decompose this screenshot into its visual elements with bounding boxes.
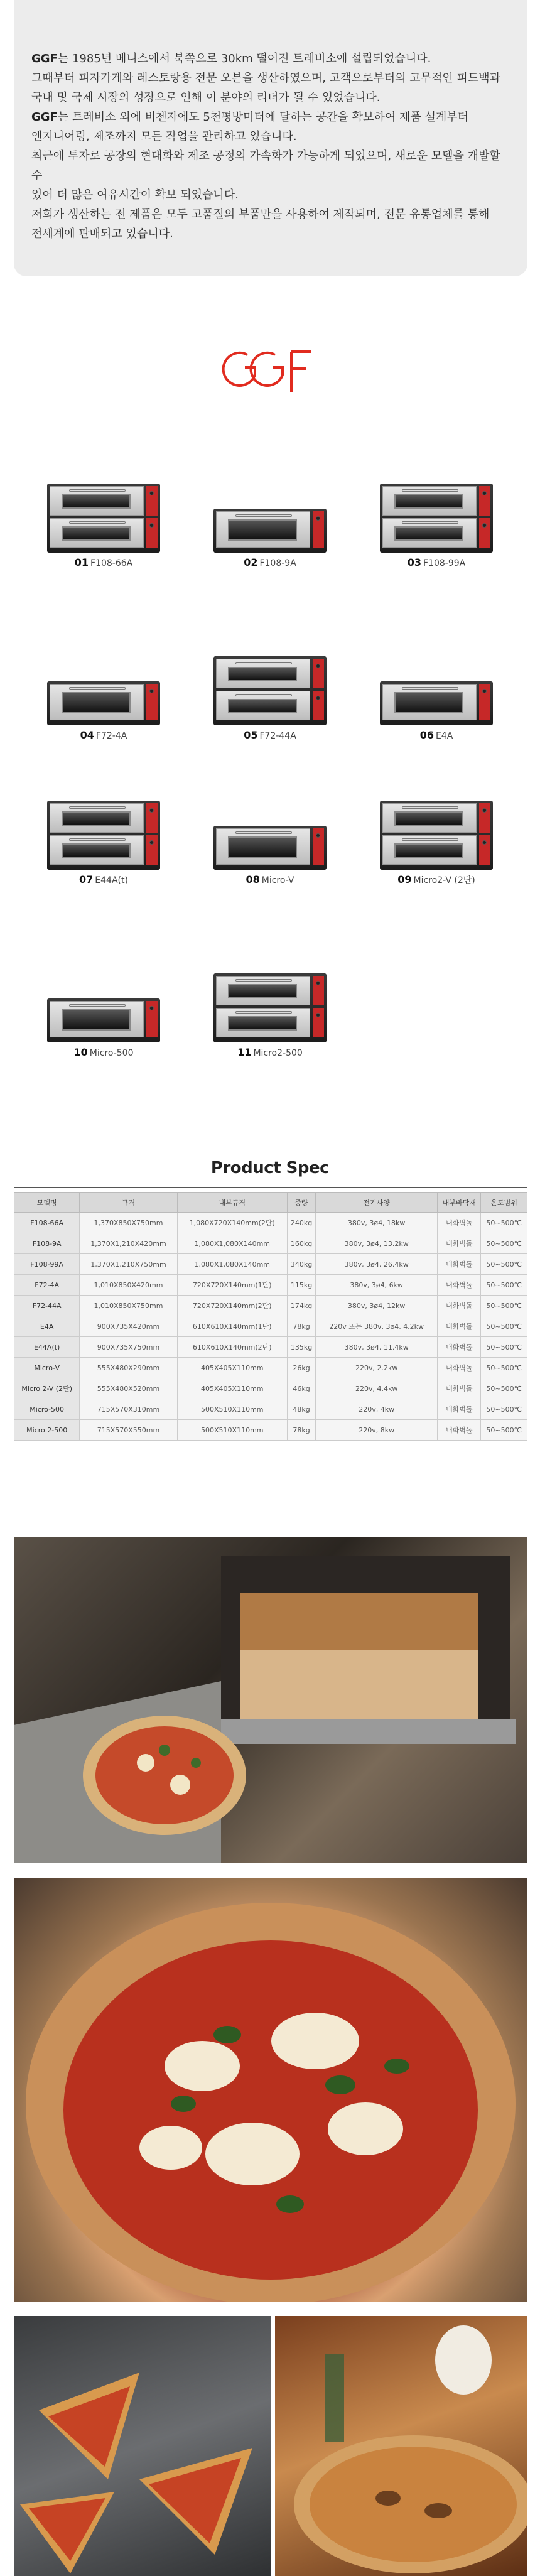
table-cell: 50~500℃ [481, 1316, 527, 1337]
table-cell: F108-99A [14, 1254, 80, 1275]
oven-image [41, 477, 166, 553]
intro-line [31, 107, 509, 127]
oven-window [394, 811, 463, 826]
product-item [25, 967, 182, 1058]
knob-icon [316, 1013, 320, 1017]
product-caption [358, 874, 515, 886]
knob-icon [149, 808, 154, 813]
product-name: F108-66A [90, 558, 133, 568]
table-cell: 1,080X1,080X140mm [177, 1233, 287, 1254]
knob-icon [482, 840, 487, 845]
control-panel [313, 691, 324, 720]
oven-body [213, 826, 327, 870]
oven-handle [402, 521, 458, 524]
oven-image [207, 650, 333, 725]
control-panel [313, 511, 324, 548]
table-cell: 50~500℃ [481, 1213, 527, 1233]
table-cell: 50~500℃ [481, 1254, 527, 1275]
oven-door [382, 835, 477, 865]
table-cell: 380v, 3ø4, 11.4kw [316, 1337, 438, 1358]
spec-header-cell: 내부규격 [177, 1193, 287, 1213]
oven-door [50, 1001, 144, 1037]
table-cell: 48kg [287, 1399, 315, 1420]
intro-line: 국내 및 국제 시장의 성장으로 인해 이 분야의 리더가 될 수 있었습니다. [31, 91, 381, 104]
intro-line: 저희가 생산하는 전 제품은 모두 고품질의 부품만을 사용하여 제작되며, 전문 유통업체를 통해 [31, 208, 490, 221]
table-cell: 내화벽돌 [438, 1399, 481, 1420]
table-row [14, 1358, 527, 1378]
table-cell: 50~500℃ [481, 1337, 527, 1358]
oven-body [213, 509, 327, 553]
oven-door [216, 1008, 310, 1037]
table-cell: 50~500℃ [481, 1399, 527, 1420]
intro-line: 최근에 투자로 공장의 현대화와 제조 공정의 가속화가 가능하게 되었으며, 새로운 모델을 개발할수 [31, 149, 500, 182]
product-caption [25, 556, 182, 568]
oven-door [50, 486, 144, 516]
table-cell: 380v, 3ø4, 18kw [316, 1213, 438, 1233]
table-cell: 720X720X140mm(2단) [177, 1296, 287, 1316]
product-number: 05 [244, 729, 258, 741]
product-name: Micro2-500 [253, 1048, 303, 1058]
product-caption [192, 556, 348, 568]
table-cell: F108-66A [14, 1213, 80, 1233]
oven-window [62, 1009, 131, 1031]
oven-handle [235, 694, 292, 696]
knob-icon [316, 696, 320, 700]
table-cell: 405X405X110mm [177, 1378, 287, 1399]
oven-window [228, 519, 297, 541]
pizza-slices-photo [14, 2316, 271, 2576]
control-panel [146, 518, 158, 548]
product-item [192, 794, 348, 885]
table-cell: 380v, 3ø4, 26.4kw [316, 1254, 438, 1275]
table-row [14, 1254, 527, 1275]
intro-line: 전세계에 판매되고 있습니다. [31, 227, 173, 241]
table-cell: Micro 2-V (2단) [14, 1378, 80, 1399]
table-pizza-photo [275, 2316, 527, 2576]
table-cell: Micro 2-500 [14, 1420, 80, 1441]
oven-window [228, 984, 297, 998]
table-cell: 50~500℃ [481, 1296, 527, 1316]
product-item [358, 650, 515, 741]
product-item [192, 477, 348, 568]
table-cell: Micro-V [14, 1358, 80, 1378]
ggf-logo [217, 336, 324, 405]
table-cell: 220v, 2.2kw [316, 1358, 438, 1378]
product-item [25, 477, 182, 568]
knob-icon [482, 491, 487, 495]
knob-icon [316, 833, 320, 838]
company-intro-box [14, 0, 527, 276]
oven-door [382, 803, 477, 833]
product-name: F72-44A [259, 731, 296, 741]
product-item [192, 650, 348, 741]
table-cell: 1,080X1,080X140mm [177, 1254, 287, 1275]
oven-image [374, 794, 499, 870]
table-row [14, 1399, 527, 1420]
intro-line-text: 는 트레비소 외에 비첸자에도 5천평방미터에 달하는 공간을 확보하여 제품 설계부터 [57, 111, 468, 124]
oven-window [228, 699, 297, 713]
product-caption [192, 729, 348, 741]
table-cell: 240kg [287, 1213, 315, 1233]
intro-line-text: 는 1985년 베니스에서 북쪽으로 30km 떨어진 트레비소에 설립되었습니다. [57, 52, 431, 65]
table-cell: 380v, 3ø4, 12kw [316, 1296, 438, 1316]
spec-header-cell: 중량 [287, 1193, 315, 1213]
table-cell: 715X570X550mm [80, 1420, 177, 1441]
oven-door [50, 684, 144, 720]
control-panel [146, 803, 158, 833]
oven-window [394, 692, 463, 713]
table-cell: 내화벽돌 [438, 1296, 481, 1316]
table-cell: 174kg [287, 1296, 315, 1316]
intro-line: 엔지니어링, 제조까지 모든 작업을 관리하고 있습니다. [31, 130, 297, 143]
oven-image [207, 477, 333, 553]
control-panel [479, 803, 490, 833]
product-name: F72-4A [95, 731, 127, 741]
oven-body [380, 801, 493, 870]
table-cell: 220v, 8kw [316, 1420, 438, 1441]
control-panel [146, 684, 158, 720]
spec-header-cell: 내부바닥재 [438, 1193, 481, 1213]
table-row [14, 1378, 527, 1399]
table-cell: 50~500℃ [481, 1275, 527, 1296]
table-cell: 내화벽돌 [438, 1254, 481, 1275]
product-caption [192, 874, 348, 885]
table-cell: 50~500℃ [481, 1358, 527, 1378]
oven-door [382, 684, 477, 720]
product-caption [25, 729, 182, 741]
table-cell: 78kg [287, 1316, 315, 1337]
table-cell: F108-9A [14, 1233, 80, 1254]
product-item [192, 967, 348, 1058]
oven-handle [402, 838, 458, 841]
spec-header-cell: 전기사양 [316, 1193, 438, 1213]
table-cell: 500X510X110mm [177, 1399, 287, 1420]
table-cell: 50~500℃ [481, 1378, 527, 1399]
product-caption [358, 729, 515, 741]
oven-door [216, 976, 310, 1005]
table-cell: 1,010X850X750mm [80, 1296, 177, 1316]
oven-window [62, 843, 131, 858]
oven-body [213, 656, 327, 725]
product-name: E4A [435, 731, 453, 741]
control-panel [313, 828, 324, 865]
oven-handle [69, 687, 126, 690]
oven-door [382, 518, 477, 548]
brand-ggf: GGF [31, 111, 58, 124]
oven-pizza-photo [14, 1537, 527, 1863]
spec-header-cell: 모델명 [14, 1193, 80, 1213]
product-item [358, 794, 515, 886]
table-cell: 900X735X750mm [80, 1337, 177, 1358]
oven-handle [69, 838, 126, 841]
table-cell: 160kg [287, 1233, 315, 1254]
oven-door [50, 835, 144, 865]
knob-icon [482, 808, 487, 813]
product-name: E44A(t) [95, 875, 128, 885]
control-panel [146, 1001, 158, 1037]
spec-table [14, 1192, 527, 1441]
table-cell: 900X735X420mm [80, 1316, 177, 1337]
oven-door [382, 486, 477, 516]
table-cell: 1,370X1,210X750mm [80, 1254, 177, 1275]
spec-divider [14, 1187, 527, 1188]
table-cell: 내화벽돌 [438, 1358, 481, 1378]
spec-title: Product Spec [210, 1159, 330, 1177]
oven-image [207, 794, 333, 870]
oven-handle [235, 1011, 292, 1014]
product-number: 03 [407, 556, 422, 568]
table-cell: 340kg [287, 1254, 315, 1275]
oven-window [394, 494, 463, 509]
oven-body [47, 484, 160, 553]
product-number: 09 [397, 874, 412, 885]
product-name: Micro-V [261, 875, 294, 885]
table-cell: F72-4A [14, 1275, 80, 1296]
oven-window [228, 1016, 297, 1031]
table-cell: 1,370X850X750mm [80, 1213, 177, 1233]
oven-image [207, 967, 333, 1042]
table-cell: E4A [14, 1316, 80, 1337]
intro-line: 그때부터 피자가게와 레스토랑용 전문 오븐을 생산하였으며, 고객으로부터의 고무적인 피드백과 [31, 72, 501, 85]
knob-icon [482, 689, 487, 693]
oven-door [216, 828, 310, 865]
spec-header-cell: 온도범위 [481, 1193, 527, 1213]
product-name: F108-9A [259, 558, 296, 568]
oven-body [380, 681, 493, 725]
oven-window [394, 843, 463, 858]
knob-icon [316, 516, 320, 521]
oven-window [62, 494, 131, 509]
product-caption [25, 874, 182, 885]
product-number: 10 [73, 1046, 88, 1058]
table-cell: 46kg [287, 1378, 315, 1399]
oven-handle [235, 831, 292, 834]
knob-icon [316, 981, 320, 985]
table-cell: 220v, 4.4kw [316, 1378, 438, 1399]
product-number: 01 [74, 556, 89, 568]
table-cell: 26kg [287, 1358, 315, 1378]
table-cell: 220v, 4kw [316, 1399, 438, 1420]
table-cell: 내화벽돌 [438, 1275, 481, 1296]
table-cell: 380v, 3ø4, 6kw [316, 1275, 438, 1296]
control-panel [313, 976, 324, 1005]
product-item [25, 794, 182, 885]
table-cell: 115kg [287, 1275, 315, 1296]
table-cell: 내화벽돌 [438, 1213, 481, 1233]
product-name: Micro-500 [89, 1048, 134, 1058]
brand-ggf: GGF [31, 52, 58, 65]
knob-icon [149, 689, 154, 693]
product-caption [358, 556, 515, 568]
oven-image [41, 794, 166, 870]
table-cell: 내화벽돌 [438, 1233, 481, 1254]
knob-icon [149, 523, 154, 528]
oven-handle [235, 514, 292, 517]
oven-door [216, 659, 310, 688]
product-number: 06 [419, 729, 434, 741]
oven-handle [69, 521, 126, 524]
table-cell: 610X610X140mm(1단) [177, 1316, 287, 1337]
knob-icon [149, 491, 154, 495]
oven-body [47, 801, 160, 870]
oven-body [213, 973, 327, 1042]
oven-image [374, 477, 499, 553]
table-cell: 405X405X110mm [177, 1358, 287, 1378]
oven-handle [402, 489, 458, 492]
table-cell: F72-44A [14, 1296, 80, 1316]
table-cell: 50~500℃ [481, 1420, 527, 1441]
table-row [14, 1296, 527, 1316]
oven-image [41, 967, 166, 1042]
table-cell: 555X480X290mm [80, 1358, 177, 1378]
table-cell: 720X720X140mm(1단) [177, 1275, 287, 1296]
table-row [14, 1233, 527, 1254]
table-row [14, 1213, 527, 1233]
table-cell: 500X510X110mm [177, 1420, 287, 1441]
control-panel [313, 1008, 324, 1037]
product-name: F108-99A [423, 558, 466, 568]
table-row [14, 1420, 527, 1441]
table-cell: 220v 또는 380v, 3ø4, 4.2kw [316, 1316, 438, 1337]
margherita-pizza-photo [14, 1878, 527, 2302]
oven-door [50, 803, 144, 833]
oven-handle [69, 489, 126, 492]
table-cell: 135kg [287, 1337, 315, 1358]
oven-window [228, 836, 297, 858]
product-number: 04 [80, 729, 94, 741]
table-cell: 내화벽돌 [438, 1420, 481, 1441]
control-panel [479, 684, 490, 720]
oven-window [62, 692, 131, 713]
table-cell: 내화벽돌 [438, 1337, 481, 1358]
product-number: 02 [244, 556, 258, 568]
oven-body [47, 998, 160, 1042]
product-item [358, 477, 515, 568]
spec-header-cell: 규격 [80, 1193, 177, 1213]
oven-window [228, 667, 297, 681]
oven-door [216, 511, 310, 548]
table-cell: 78kg [287, 1420, 315, 1441]
table-cell: 610X610X140mm(2단) [177, 1337, 287, 1358]
table-cell: Micro-500 [14, 1399, 80, 1420]
table-cell: E44A(t) [14, 1337, 80, 1358]
table-cell: 1,370X1,210X420mm [80, 1233, 177, 1254]
oven-door [216, 691, 310, 720]
oven-handle [402, 687, 458, 690]
control-panel [479, 486, 490, 516]
table-cell: 380v, 3ø4, 13.2kw [316, 1233, 438, 1254]
knob-icon [149, 840, 154, 845]
oven-handle [235, 662, 292, 664]
oven-handle [402, 806, 458, 809]
table-cell: 50~500℃ [481, 1233, 527, 1254]
oven-window [62, 526, 131, 541]
intro-line: 있어 더 많은 여유시간이 확보 되었습니다. [31, 188, 239, 202]
table-row [14, 1275, 527, 1296]
oven-body [380, 484, 493, 553]
table-cell: 1,080X720X140mm(2단) [177, 1213, 287, 1233]
spec-header-row [14, 1193, 527, 1213]
table-cell: 555X480X520mm [80, 1378, 177, 1399]
table-cell: 내화벽돌 [438, 1378, 481, 1399]
table-row [14, 1337, 527, 1358]
oven-handle [69, 806, 126, 809]
oven-handle [69, 1004, 126, 1007]
product-name: Micro2-V (2단) [413, 875, 475, 885]
product-number: 07 [79, 874, 94, 885]
product-number: 11 [237, 1046, 252, 1058]
product-caption [25, 1046, 182, 1058]
oven-door [50, 518, 144, 548]
oven-handle [235, 979, 292, 982]
table-cell: 1,010X850X420mm [80, 1275, 177, 1296]
product-item [25, 650, 182, 741]
intro-line [31, 49, 509, 68]
control-panel [146, 486, 158, 516]
table-row [14, 1316, 527, 1337]
knob-icon [482, 523, 487, 528]
oven-image [374, 650, 499, 725]
control-panel [146, 835, 158, 865]
product-number: 08 [246, 874, 260, 885]
control-panel [479, 518, 490, 548]
oven-window [394, 526, 463, 541]
oven-body [47, 681, 160, 725]
oven-image [41, 650, 166, 725]
knob-icon [316, 664, 320, 668]
table-cell: 내화벽돌 [438, 1316, 481, 1337]
knob-icon [149, 1006, 154, 1010]
table-cell: 715X570X310mm [80, 1399, 177, 1420]
oven-window [62, 811, 131, 826]
control-panel [313, 659, 324, 688]
control-panel [479, 835, 490, 865]
product-caption [192, 1046, 348, 1058]
